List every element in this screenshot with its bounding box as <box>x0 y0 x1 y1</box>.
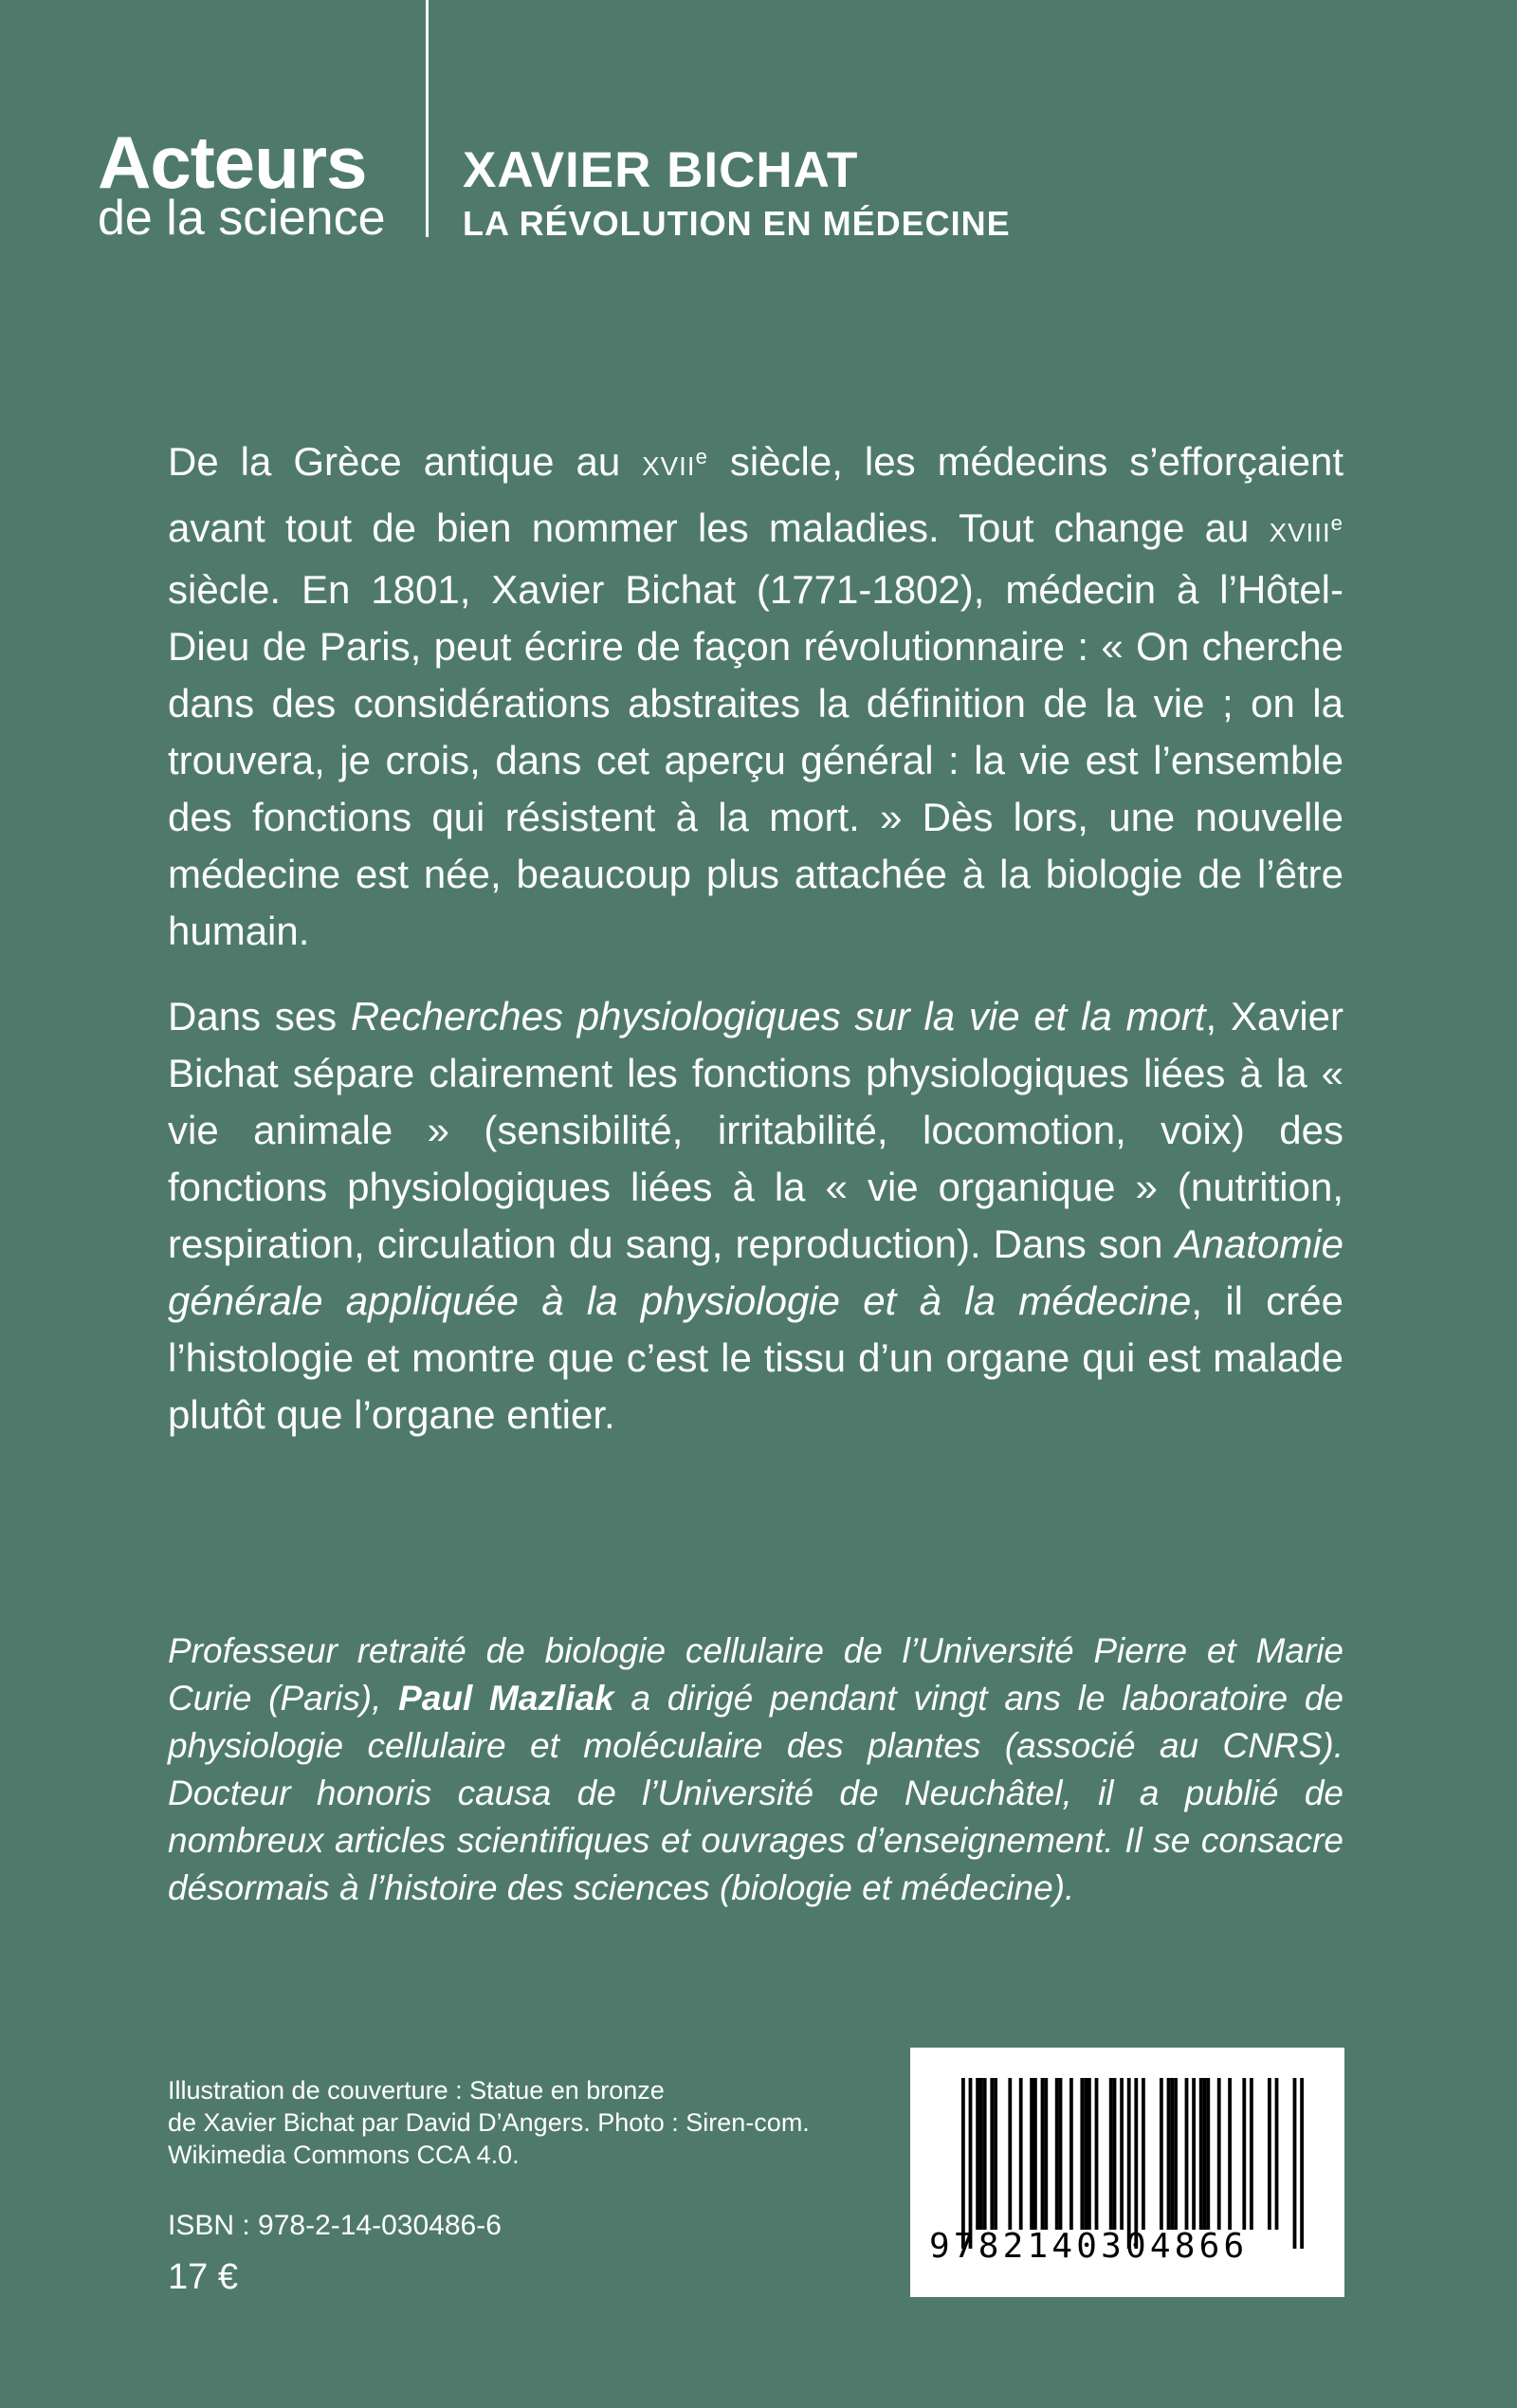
book-title: XAVIER BICHAT <box>463 142 859 198</box>
barcode-bar <box>1206 2078 1210 2230</box>
book-subtitle: LA RÉVOLUTION EN MÉDECINE <box>463 204 1011 243</box>
barcode-bar <box>1167 2078 1171 2230</box>
barcode-bar <box>1293 2078 1297 2249</box>
barcode-bar <box>1228 2078 1232 2230</box>
series-subname: de la science <box>98 191 386 246</box>
summary-paragraph-1 <box>168 429 1343 960</box>
text-run: , il crée l’histologie et montre que c’est le tissu d’un organe qui est malade plutôt que l’organe entier. <box>168 1278 1343 1438</box>
barcode-bar <box>1275 2078 1279 2230</box>
credits-line: Illustration de couverture : Statue en bronze <box>168 2076 665 2105</box>
barcode-bar <box>1185 2078 1189 2230</box>
barcode-bar <box>976 2078 979 2230</box>
credits-line: Wikimedia Commons CCA 4.0. <box>168 2141 520 2169</box>
barcode-bar <box>1174 2078 1178 2230</box>
barcode-bar <box>1199 2078 1203 2230</box>
century-xviii <box>1269 511 1343 548</box>
barcode-bar <box>1033 2078 1037 2230</box>
barcode-bar <box>990 2078 994 2230</box>
author-name: Paul Mazliak <box>398 1679 614 1718</box>
barcode-bar <box>1113 2078 1117 2230</box>
text-run: , Xavier Bichat sépare clairement les fonctions physiologiques liées à la « vie animale » (sensibilité, irritabilité, locomotion, voix) des fonctions physiologiques liées à la « vie organique » (nutrition, respiration, circulation du sang, reproduction). Dans son <box>168 994 1344 1267</box>
barcode-bar <box>1203 2078 1207 2230</box>
barcode-bar <box>979 2078 983 2230</box>
header-divider <box>426 0 429 237</box>
text-run: Dans ses <box>168 994 351 1039</box>
text-run: Professeur retraité de biologie cellulaire de l’Université Pierre et Marie Curie (Paris), <box>168 1631 1343 1718</box>
text-run: De la Grèce antique au <box>168 439 643 485</box>
barcode-bar <box>1084 2078 1087 2230</box>
barcode-bar <box>1087 2078 1091 2230</box>
barcode-bar <box>1142 2078 1145 2230</box>
summary-paragraph-2 <box>168 988 1343 1443</box>
barcode-bar <box>1217 2078 1221 2230</box>
superscript: e <box>695 445 708 469</box>
text-run: siècle. En 1801, Xavier Bichat (1771-1802), médecin à l’Hôtel-Dieu de Paris, peut écrire de façon révolutionnaire : « On cherche dans des considérations abstraites la définition de la vie ; on la trouvera, je crois, dans cet aperçu général : la vie est l’ensemble des fonctions qui résistent à la mort. » Dès lors, une nouvelle médecine est née, beaucoup plus attachée à la biologie de l’être humain. <box>168 567 1343 954</box>
barcode-bar <box>1170 2078 1174 2230</box>
barcode-digits: 9782140304866 <box>929 2227 1249 2266</box>
text-run: XVIII <box>1269 518 1331 548</box>
barcode-bar <box>1192 2078 1196 2230</box>
work-title: Recherches physiologiques sur la vie et la mort <box>350 994 1206 1039</box>
barcode <box>910 2048 1344 2297</box>
barcode-bar <box>1044 2078 1048 2230</box>
barcode-bar <box>1250 2078 1253 2230</box>
barcode-bar <box>1080 2078 1084 2230</box>
book-title-block <box>463 142 1011 243</box>
barcode-bar <box>994 2078 997 2230</box>
barcode-bar <box>1134 2078 1138 2249</box>
text-run: XVII <box>642 451 696 482</box>
barcode-bar <box>1055 2078 1059 2230</box>
barcode-bar <box>1030 2078 1033 2230</box>
barcode-bar <box>1069 2078 1073 2230</box>
barcode-bar <box>1008 2078 1012 2230</box>
superscript: e <box>1330 511 1343 536</box>
barcode-bar <box>1268 2078 1271 2230</box>
credits-line: de Xavier Bichat par David D’Angers. Photo : Siren-com. <box>168 2108 810 2137</box>
barcode-bar <box>1109 2078 1113 2230</box>
cover-credits <box>168 2074 888 2171</box>
barcode-bar <box>1300 2078 1304 2249</box>
barcode-bar <box>983 2078 987 2230</box>
barcode-bar <box>1041 2078 1045 2230</box>
summary-text <box>168 429 1343 1443</box>
barcode-bar <box>961 2078 965 2249</box>
barcode-bar <box>1059 2078 1063 2230</box>
work-title: Anatomie générale appliquée à la physiologie et à la médecine <box>168 1222 1343 1324</box>
price: 17 € <box>168 2257 238 2297</box>
century-xvii <box>642 445 708 482</box>
author-bio <box>168 1627 1343 1912</box>
barcode-bar <box>1095 2078 1099 2230</box>
series-name: Acteurs <box>98 120 367 204</box>
text-run: a dirigé pendant vingt ans le laboratoire de physiologie cellulaire et moléculaire des plantes (associé au CNRS). Docteur honoris causa de l’Université de Neuchâtel, il a publié de nombreux articles scientifiques et ouvrages d’enseignement. Il se consacre désormais à l’histoire des sciences (biologie et médecine). <box>168 1679 1344 1907</box>
text-run: siècle, les médecins s’efforçaient avant tout de bien nommer les maladies. Tout change au <box>168 439 1343 551</box>
barcode-bar <box>1019 2078 1023 2230</box>
series-logo <box>98 120 401 246</box>
barcode-bar <box>1120 2078 1124 2230</box>
barcode-bar <box>1127 2078 1131 2249</box>
barcode-bar <box>1160 2078 1163 2230</box>
isbn: ISBN : 978-2-14-030486-6 <box>168 2210 502 2241</box>
barcode-bar <box>1242 2078 1246 2230</box>
barcode-bar <box>969 2078 973 2249</box>
